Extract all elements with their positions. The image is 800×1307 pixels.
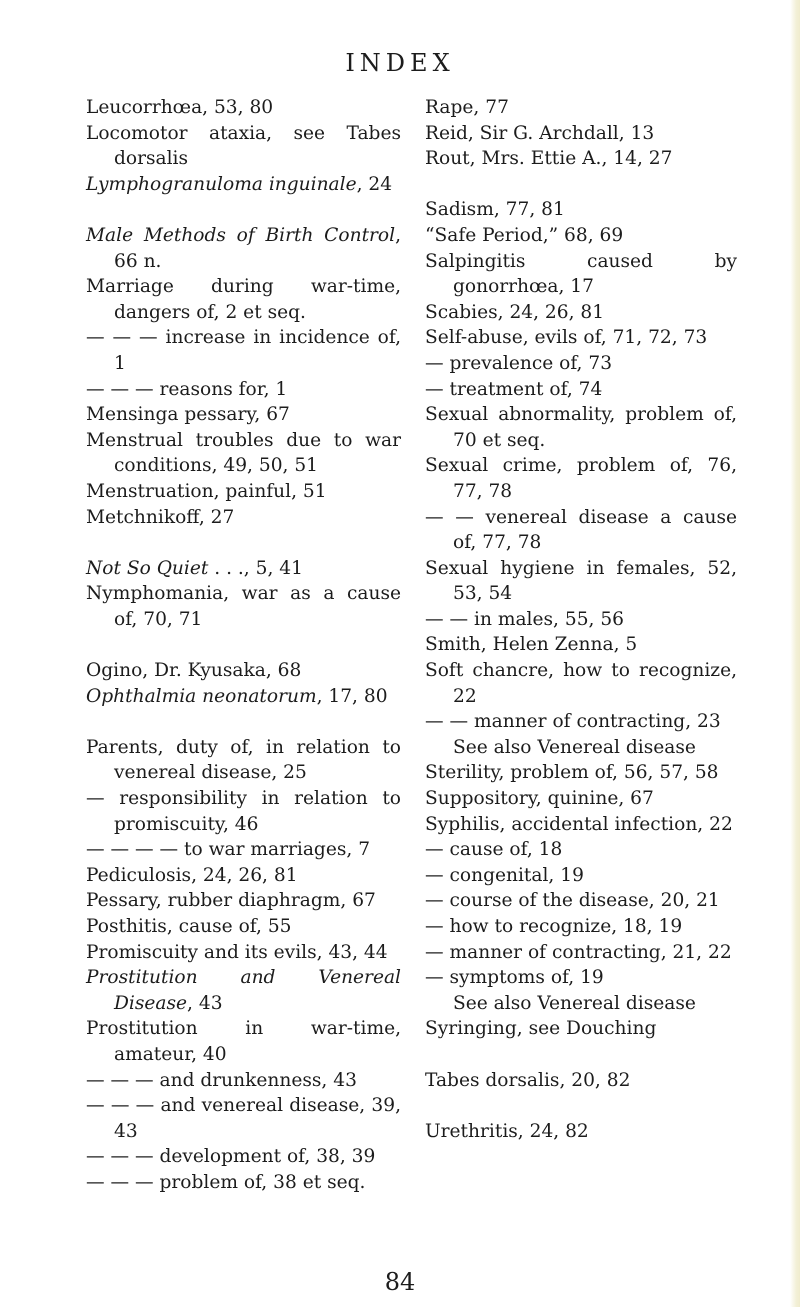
- index-entry-text: — — — and drunkenness, 43: [86, 1069, 357, 1091]
- section-gap: [425, 1093, 737, 1119]
- page-edge: [790, 0, 800, 1307]
- index-entry-text: Metchnikoff, 27: [86, 506, 235, 528]
- index-entry-text: . . ., 5, 41: [208, 557, 303, 579]
- index-entry: [86, 684, 401, 710]
- index-entry: [86, 735, 401, 786]
- index-entry: [86, 556, 401, 582]
- index-entry: [86, 377, 401, 403]
- index-entry-text: Tabes dorsalis, 20, 82: [425, 1069, 631, 1091]
- index-entry: [86, 121, 401, 172]
- index-entry-text: — responsibility in relation to promiscuity, 46: [86, 788, 401, 835]
- index-entry-text: Urethritis, 24, 82: [425, 1120, 589, 1142]
- index-entry-text: Promiscuity and its evils, 43, 44: [86, 941, 388, 963]
- section-gap: [86, 709, 401, 735]
- index-entry: [425, 505, 737, 556]
- index-entry-text: Nymphomania, war as a cause of, 70, 71: [86, 583, 401, 630]
- index-entry-text: — congenital, 19: [425, 864, 584, 886]
- index-entry: [425, 1119, 737, 1145]
- index-entry: [425, 914, 737, 940]
- index-entry-text: — — manner of contracting, 23: [425, 711, 721, 733]
- index-entry: [86, 914, 401, 940]
- index-entry-text: , 43: [187, 992, 223, 1014]
- index-entry: [425, 1016, 737, 1042]
- index-entry-text: Smith, Helen Zenna, 5: [425, 634, 638, 656]
- index-entry-text: Sterility, problem of, 56, 57, 58: [425, 762, 719, 784]
- index-entry-text: Syphilis, accidental infection, 22: [425, 813, 733, 835]
- index-entry-text: See also Venereal disease: [453, 736, 696, 758]
- section-gap: [425, 1042, 737, 1068]
- index-entry-text: — treatment of, 74: [425, 378, 603, 400]
- index-entry: [86, 428, 401, 479]
- index-entry-text: Sexual abnormality, problem of, 70 et seq.: [425, 404, 737, 451]
- index-entry-text: Marriage during war-time, dangers of, 2 et seq.: [86, 276, 401, 323]
- index-entry: [86, 837, 401, 863]
- index-entry: [425, 402, 737, 453]
- index-entry: [425, 632, 737, 658]
- index-entry: [86, 863, 401, 889]
- index-entry-text: — course of the disease, 20, 21: [425, 890, 720, 912]
- index-entry-text: Rout, Mrs. Ettie A., 14, 27: [425, 148, 673, 170]
- index-entry: [86, 1093, 401, 1144]
- index-entry-text: — — — reasons for, 1: [86, 378, 288, 400]
- index-entry: [86, 505, 401, 531]
- index-entry-text: — symptoms of, 19: [425, 967, 604, 989]
- index-entry-text: Posthitis, cause of, 55: [86, 916, 292, 937]
- index-entry-text: Menstrual troubles due to war conditions, 49, 50, 51: [86, 429, 401, 477]
- section-gap: [425, 172, 737, 198]
- index-entry: [425, 95, 737, 121]
- index-entry-text: — cause of, 18: [425, 839, 563, 861]
- index-entry: [425, 197, 737, 223]
- index-entry: [86, 479, 401, 505]
- index-entry-text: — — — — to war marriages, 7: [86, 839, 371, 861]
- index-entry-text: — — — and venereal disease, 39, 43: [86, 1095, 401, 1142]
- index-entry-text: Sadism, 77, 81: [425, 199, 565, 221]
- index-entry: [86, 402, 401, 428]
- index-entry: [425, 863, 737, 889]
- index-entry-text: — how to recognize, 18, 19: [425, 916, 683, 937]
- index-entry: [86, 581, 401, 632]
- index-entry-text: Suppository, quinine, 67: [425, 788, 654, 810]
- index-entry: [86, 325, 401, 376]
- index-entry: [425, 351, 737, 377]
- index-entry: [425, 300, 737, 326]
- index-entry: [86, 1144, 401, 1170]
- index-entry-title: Prostitution and Venereal Disease: [86, 967, 401, 1014]
- index-entry-text: , 24: [356, 173, 393, 195]
- index-entry-text: Scabies, 24, 26, 81: [425, 301, 605, 323]
- index-entry-text: — — in males, 55, 56: [425, 608, 625, 630]
- index-entry-text: Parents, duty of, in relation to venereal disease, 25: [86, 736, 401, 784]
- index-column-right: [425, 95, 737, 1144]
- index-entry-text: — — — problem of, 38 et seq.: [86, 1171, 366, 1193]
- index-entry: [86, 172, 401, 198]
- page-number: 84: [384, 1268, 416, 1296]
- index-entry-text: See also Venereal disease: [453, 992, 696, 1014]
- index-entry-text: Pessary, rubber diaphragm, 67: [86, 890, 376, 912]
- index-entry: [86, 223, 401, 274]
- index-entry-text: Prostitution in war-time, amateur, 40: [86, 1018, 401, 1065]
- index-entry: [86, 658, 401, 684]
- index-entry: [425, 812, 737, 838]
- index-entry-text: Syringing, see Douching: [425, 1018, 657, 1040]
- index-entry: [425, 837, 737, 863]
- index-entry: [86, 965, 401, 1016]
- index-entry: [86, 1068, 401, 1094]
- index-entry: [425, 735, 737, 761]
- index-entry-title: Ophthalmia neonatorum: [86, 685, 317, 707]
- index-entry-text: Reid, Sir G. Archdall, 13: [425, 122, 655, 144]
- index-entry: [425, 453, 737, 504]
- index-entry: [86, 1016, 401, 1067]
- index-entry-text: , 17, 80: [316, 685, 388, 707]
- index-entry: [425, 223, 737, 249]
- index-entry-text: — — — increase in incidence of, 1: [86, 327, 401, 374]
- index-entry: [86, 940, 401, 966]
- index-entry: [86, 888, 401, 914]
- index-entry-text: , 66 n.: [114, 224, 401, 272]
- index-entry-text: Pediculosis, 24, 26, 81: [86, 864, 298, 886]
- index-entry-text: Self-abuse, evils of, 71, 72, 73: [425, 327, 708, 349]
- section-gap: [86, 632, 401, 658]
- index-entry: [425, 146, 737, 172]
- index-entry-text: Menstruation, painful, 51: [86, 480, 327, 502]
- page-title: INDEX: [345, 49, 455, 77]
- section-gap: [86, 530, 401, 556]
- index-entry: [86, 95, 401, 121]
- index-entry: [425, 888, 737, 914]
- index-entry: [86, 786, 401, 837]
- index-entry-text: — manner of contracting, 21, 22: [425, 941, 732, 963]
- index-entry: [86, 274, 401, 325]
- index-entry: [86, 1170, 401, 1196]
- section-gap: [86, 197, 401, 223]
- index-entry-text: — prevalence of, 73: [425, 352, 613, 374]
- index-entry-text: Soft chancre, how to recognize, 22: [425, 660, 737, 707]
- index-entry-title: Male Methods of Birth Control: [86, 224, 396, 246]
- index-entry: [425, 658, 737, 709]
- index-entry-text: “Safe Period,” 68, 69: [425, 224, 624, 246]
- index-entry: [425, 607, 737, 633]
- index-entry: [425, 325, 737, 351]
- index-entry-title: Lymphogranuloma inguinale: [86, 173, 357, 195]
- index-entry: [425, 1068, 737, 1094]
- index-entry-text: Salpingitis caused by gonorrhœa, 17: [425, 250, 737, 298]
- index-entry: [425, 121, 737, 147]
- index-column-left: [86, 95, 401, 1196]
- index-entry: [425, 965, 737, 991]
- index-entry-text: — — — development of, 38, 39: [86, 1146, 376, 1168]
- index-entry-text: Leucorrhœa, 53, 80: [86, 97, 274, 118]
- index-entry: [425, 556, 737, 607]
- index-entry-text: Locomotor ataxia, see Tabes dorsalis: [86, 122, 401, 170]
- index-entry: [425, 991, 737, 1017]
- index-entry-title: Not So Quiet: [86, 557, 209, 579]
- index-entry-text: — — venereal disease a cause of, 77, 78: [425, 506, 737, 554]
- index-entry-text: Ogino, Dr. Kyusaka, 68: [86, 660, 302, 682]
- index-entry-text: Sexual crime, problem of, 76, 77, 78: [425, 455, 737, 502]
- index-entry: [425, 709, 737, 735]
- index-entry-text: Sexual hygiene in females, 52, 53, 54: [425, 557, 737, 605]
- index-entry-text: Rape, 77: [425, 97, 509, 118]
- index-entry: [425, 940, 737, 966]
- index-entry: [425, 377, 737, 403]
- index-entry: [425, 249, 737, 300]
- index-entry-text: Mensinga pessary, 67: [86, 404, 290, 426]
- index-entry: [425, 786, 737, 812]
- index-entry: [425, 760, 737, 786]
